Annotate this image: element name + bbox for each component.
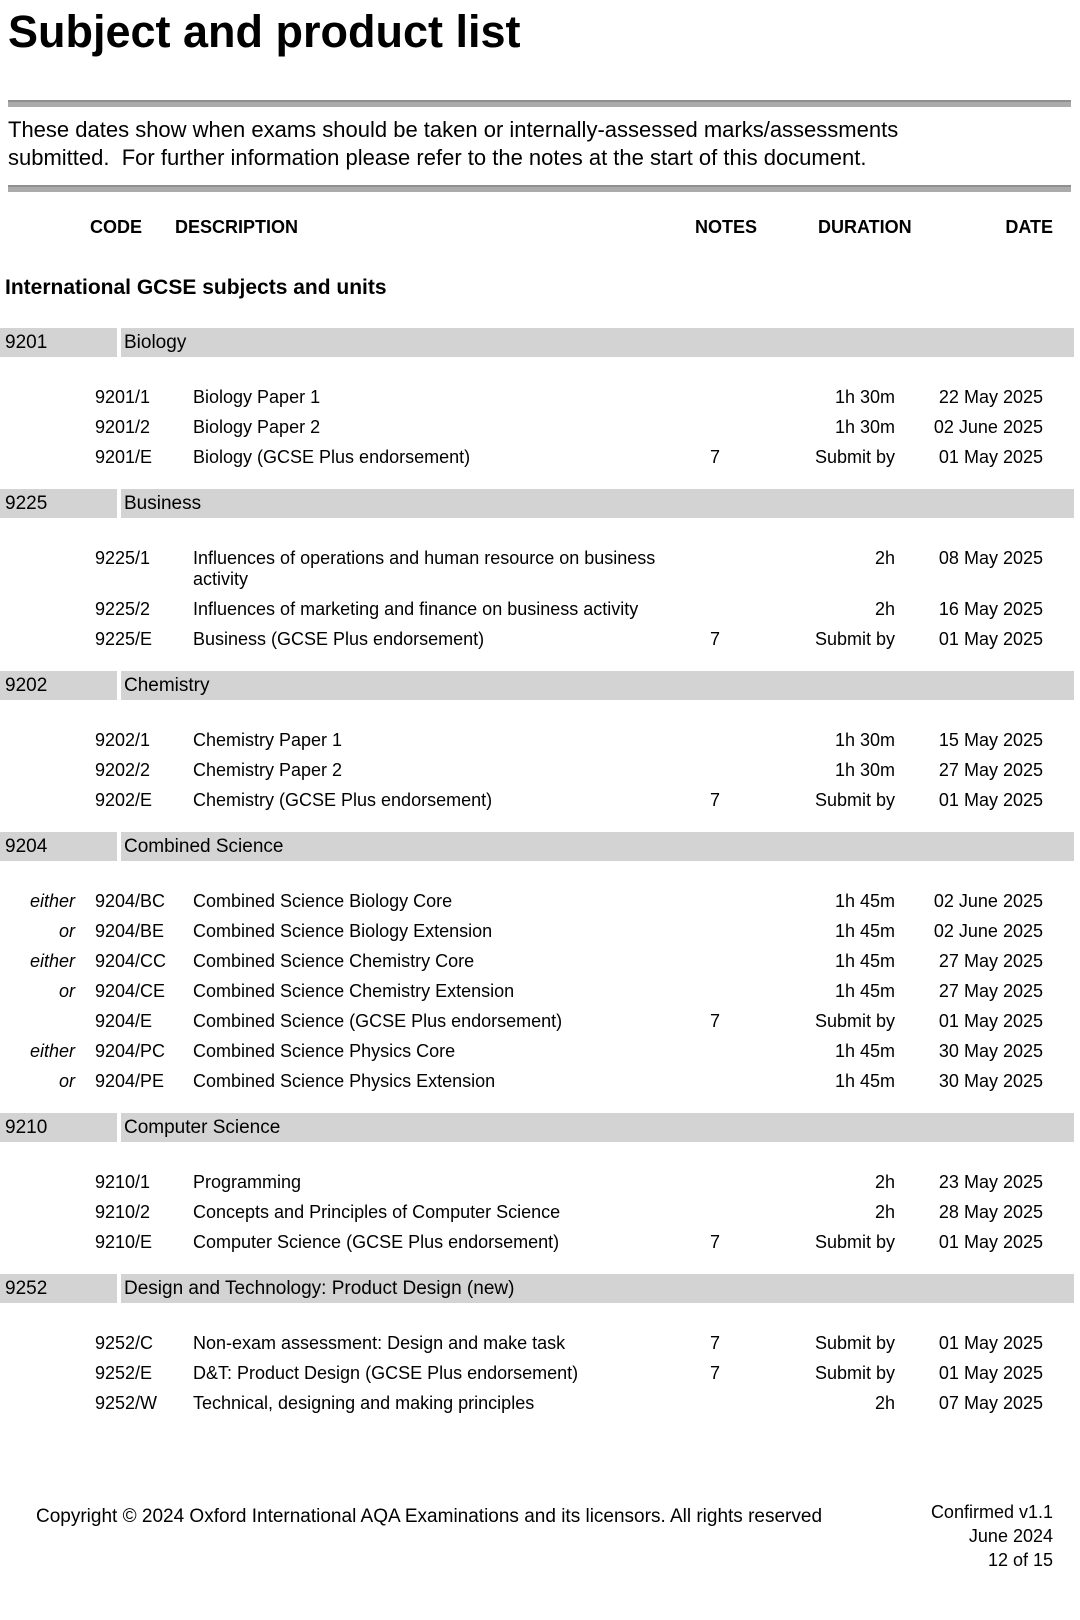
row-duration: 2h [874,1393,895,1413]
subject-code: 9210 [0,1113,117,1142]
row-description: Combined Science Biology Core [193,891,453,911]
subject-section [0,328,1080,468]
row-code: 9201/E [95,447,153,467]
row-duration: Submit by [814,1011,895,1031]
subject-code: 9204 [0,832,117,861]
row-notes: 7 [709,1232,720,1252]
row-code: 9204/CE [95,981,166,1001]
table-row [0,1041,1080,1062]
subject-code: 9252 [0,1274,117,1303]
row-date: 30 May 2025 [938,1071,1043,1091]
column-header-date: DATE [1005,217,1053,237]
table-header-row [0,217,1080,239]
row-description: Concepts and Principles of Computer Science [193,1202,561,1222]
row-prefix [0,760,75,781]
table-row [0,951,1080,972]
row-code: 9202/E [95,790,153,810]
row-date: 27 May 2025 [938,760,1043,780]
row-notes: 7 [709,629,720,649]
row-description: Combined Science Biology Extension [193,921,493,941]
row-date: 02 June 2025 [933,921,1043,941]
row-duration: 2h [874,1172,895,1192]
row-date: 01 May 2025 [938,1232,1043,1252]
table-row [0,790,1080,811]
row-description: Chemistry Paper 1 [193,730,343,750]
subject-bar [0,1113,1074,1142]
row-date: 01 May 2025 [938,1011,1043,1031]
column-header-notes: NOTES [695,217,758,237]
row-prefix: or [58,1071,75,1091]
table-row [0,548,1080,590]
row-code: 9204/PC [95,1041,166,1061]
row-date: 01 May 2025 [938,1333,1043,1353]
row-code: 9225/2 [95,599,151,619]
row-prefix [0,417,75,438]
row-prefix [0,1393,75,1414]
subject-section [0,489,1080,650]
row-duration: 1h 45m [834,981,895,1001]
row-notes: 7 [709,1363,720,1383]
row-date: 16 May 2025 [938,599,1043,619]
row-date: 30 May 2025 [938,1041,1043,1061]
row-description: Computer Science (GCSE Plus endorsement) [193,1232,560,1252]
table-row [0,1393,1080,1414]
row-code: 9201/2 [95,417,151,437]
table-row [0,891,1080,912]
subject-title: Computer Science [121,1113,1074,1142]
section-rows [0,1172,1080,1253]
row-notes [685,1393,745,1414]
section-rows [0,1333,1080,1414]
horizontal-rule [8,100,1071,107]
table-row [0,629,1080,650]
row-code: 9252/C [95,1333,154,1353]
row-duration: 2h [874,548,895,568]
row-description: Chemistry (GCSE Plus endorsement) [193,790,493,810]
row-prefix: either [29,951,75,971]
section-heading: International GCSE subjects and units [5,276,387,299]
page-title: Subject and product list [8,6,521,57]
row-prefix [0,1172,75,1193]
footer-copyright: Copyright © 2024 Oxford International AQA Examinations and its licensors. All rights reserved [36,1506,823,1527]
row-code: 9225/E [95,629,153,649]
subject-bar [0,832,1074,861]
row-prefix [0,548,75,590]
row-notes [685,921,745,942]
row-description: Combined Science Physics Core [193,1041,456,1061]
row-description: Influences of operations and human resource on business activity [193,548,656,589]
row-date: 28 May 2025 [938,1202,1043,1222]
row-prefix [0,1011,75,1032]
row-prefix: either [29,891,75,911]
subject-section [0,1274,1080,1414]
row-prefix [0,599,75,620]
row-code: 9252/E [95,1363,153,1383]
row-notes [685,1202,745,1223]
column-header-description: DESCRIPTION [175,217,299,237]
table-row [0,1363,1080,1384]
row-description: Combined Science (GCSE Plus endorsement) [193,1011,563,1031]
row-date: 23 May 2025 [938,1172,1043,1192]
row-notes [685,599,745,620]
table-row [0,981,1080,1002]
row-code: 9201/1 [95,387,151,407]
table-row [0,1011,1080,1032]
subject-title: Combined Science [121,832,1074,861]
row-notes [685,387,745,408]
row-description: Technical, designing and making principles [193,1393,535,1413]
table-row [0,1071,1080,1092]
row-code: 9204/BC [95,891,166,911]
row-description: Programming [193,1172,302,1192]
row-prefix: or [58,921,75,941]
row-date: 02 June 2025 [933,891,1043,911]
row-description: Non-exam assessment: Design and make task [193,1333,566,1353]
subject-title: Design and Technology: Product Design (new) [121,1274,1074,1303]
row-prefix [0,1333,75,1354]
row-duration: 2h [874,1202,895,1222]
row-description: Combined Science Physics Extension [193,1071,496,1091]
row-prefix [0,730,75,751]
horizontal-rule [8,185,1071,192]
row-code: 9204/E [95,1011,153,1031]
row-date: 08 May 2025 [938,548,1043,568]
row-duration: 1h 30m [834,387,895,407]
row-code: 9204/CC [95,951,167,971]
row-duration: Submit by [814,1232,895,1252]
row-date: 07 May 2025 [938,1393,1043,1413]
column-header-code: CODE [90,217,143,237]
row-duration: 1h 45m [834,921,895,941]
row-code: 9210/2 [95,1202,151,1222]
row-duration: 1h 30m [834,417,895,437]
row-date: 02 June 2025 [933,417,1043,437]
row-duration: 2h [874,599,895,619]
row-date: 15 May 2025 [938,730,1043,750]
section-rows [0,548,1080,650]
row-prefix [0,1202,75,1223]
table-row [0,1202,1080,1223]
table-row [0,760,1080,781]
row-prefix [0,1363,75,1384]
row-notes [685,1172,745,1193]
row-prefix: either [29,1041,75,1061]
row-code: 9204/PE [95,1071,165,1091]
row-duration: 1h 45m [834,1071,895,1091]
row-date: 22 May 2025 [938,387,1043,407]
subject-code: 9202 [0,671,117,700]
row-duration: Submit by [814,1333,895,1353]
subject-bar [0,489,1074,518]
subject-bar [0,328,1074,357]
subject-section [0,671,1080,811]
row-duration: 1h 45m [834,951,895,971]
row-date: 01 May 2025 [938,629,1043,649]
row-code: 9210/E [95,1232,153,1252]
row-date: 01 May 2025 [938,1363,1043,1383]
row-notes [685,1041,745,1062]
row-duration: Submit by [814,447,895,467]
row-date: 01 May 2025 [938,790,1043,810]
table-row [0,730,1080,751]
table-row [0,417,1080,438]
row-prefix [0,447,75,468]
row-code: 9204/BE [95,921,165,941]
row-description: D&T: Product Design (GCSE Plus endorsement) [193,1363,579,1383]
row-date: 01 May 2025 [938,447,1043,467]
row-duration: Submit by [814,790,895,810]
row-prefix [0,387,75,408]
row-description: Biology Paper 2 [193,417,321,437]
row-code: 9202/2 [95,760,151,780]
table-row [0,599,1080,620]
footer-issue-date: June 2024 [968,1526,1053,1546]
table-row [0,387,1080,408]
footer-page-number: 12 of 15 [987,1550,1053,1570]
row-code: 9225/1 [95,548,151,568]
table-row [0,1333,1080,1354]
row-code: 9202/1 [95,730,151,750]
row-notes [685,951,745,972]
intro-text: These dates show when exams should be taken or internally-assessed marks/assessments submitted. For further information please refer to the notes at the start of this document. [8,117,905,170]
row-date: 27 May 2025 [938,981,1043,1001]
row-duration: 1h 45m [834,891,895,911]
row-description: Biology (GCSE Plus endorsement) [193,447,471,467]
subject-bar [0,671,1074,700]
row-description: Business (GCSE Plus endorsement) [193,629,485,649]
row-notes [685,548,745,590]
row-code: 9252/W [95,1393,158,1413]
table-row [0,921,1080,942]
row-duration: Submit by [814,629,895,649]
row-notes [685,981,745,1002]
row-description: Combined Science Chemistry Core [193,951,475,971]
row-notes: 7 [709,790,720,810]
row-code: 9210/1 [95,1172,151,1192]
row-notes: 7 [709,447,720,467]
section-rows [0,387,1080,468]
row-prefix [0,1232,75,1253]
column-header-duration: DURATION [818,217,912,237]
subject-bar [0,1274,1074,1303]
row-notes: 7 [709,1333,720,1353]
subject-code: 9225 [0,489,117,518]
row-description: Chemistry Paper 2 [193,760,343,780]
row-prefix [0,629,75,650]
row-notes [685,1071,745,1092]
row-duration: 1h 45m [834,1041,895,1061]
footer-version: Confirmed v1.1 [930,1502,1053,1522]
row-duration: Submit by [814,1363,895,1383]
subject-section [0,832,1080,1092]
subject-section [0,1113,1080,1253]
row-prefix: or [58,981,75,1001]
row-date: 27 May 2025 [938,951,1043,971]
row-description: Combined Science Chemistry Extension [193,981,515,1001]
row-description: Influences of marketing and finance on business activity [193,599,639,619]
section-rows [0,891,1080,1092]
row-duration: 1h 30m [834,760,895,780]
row-description: Biology Paper 1 [193,387,321,407]
table-row [0,1232,1080,1253]
subject-title: Business [121,489,1074,518]
row-notes [685,417,745,438]
subject-code: 9201 [0,328,117,357]
subject-title: Biology [121,328,1074,357]
row-notes [685,730,745,751]
row-prefix [0,790,75,811]
row-notes [685,891,745,912]
row-notes: 7 [709,1011,720,1031]
section-rows [0,730,1080,811]
subject-title: Chemistry [121,671,1074,700]
table-row [0,447,1080,468]
table-row [0,1172,1080,1193]
row-duration: 1h 30m [834,730,895,750]
footer-meta [931,1500,1053,1572]
subject-table-sections [0,328,1080,1414]
row-notes [685,760,745,781]
